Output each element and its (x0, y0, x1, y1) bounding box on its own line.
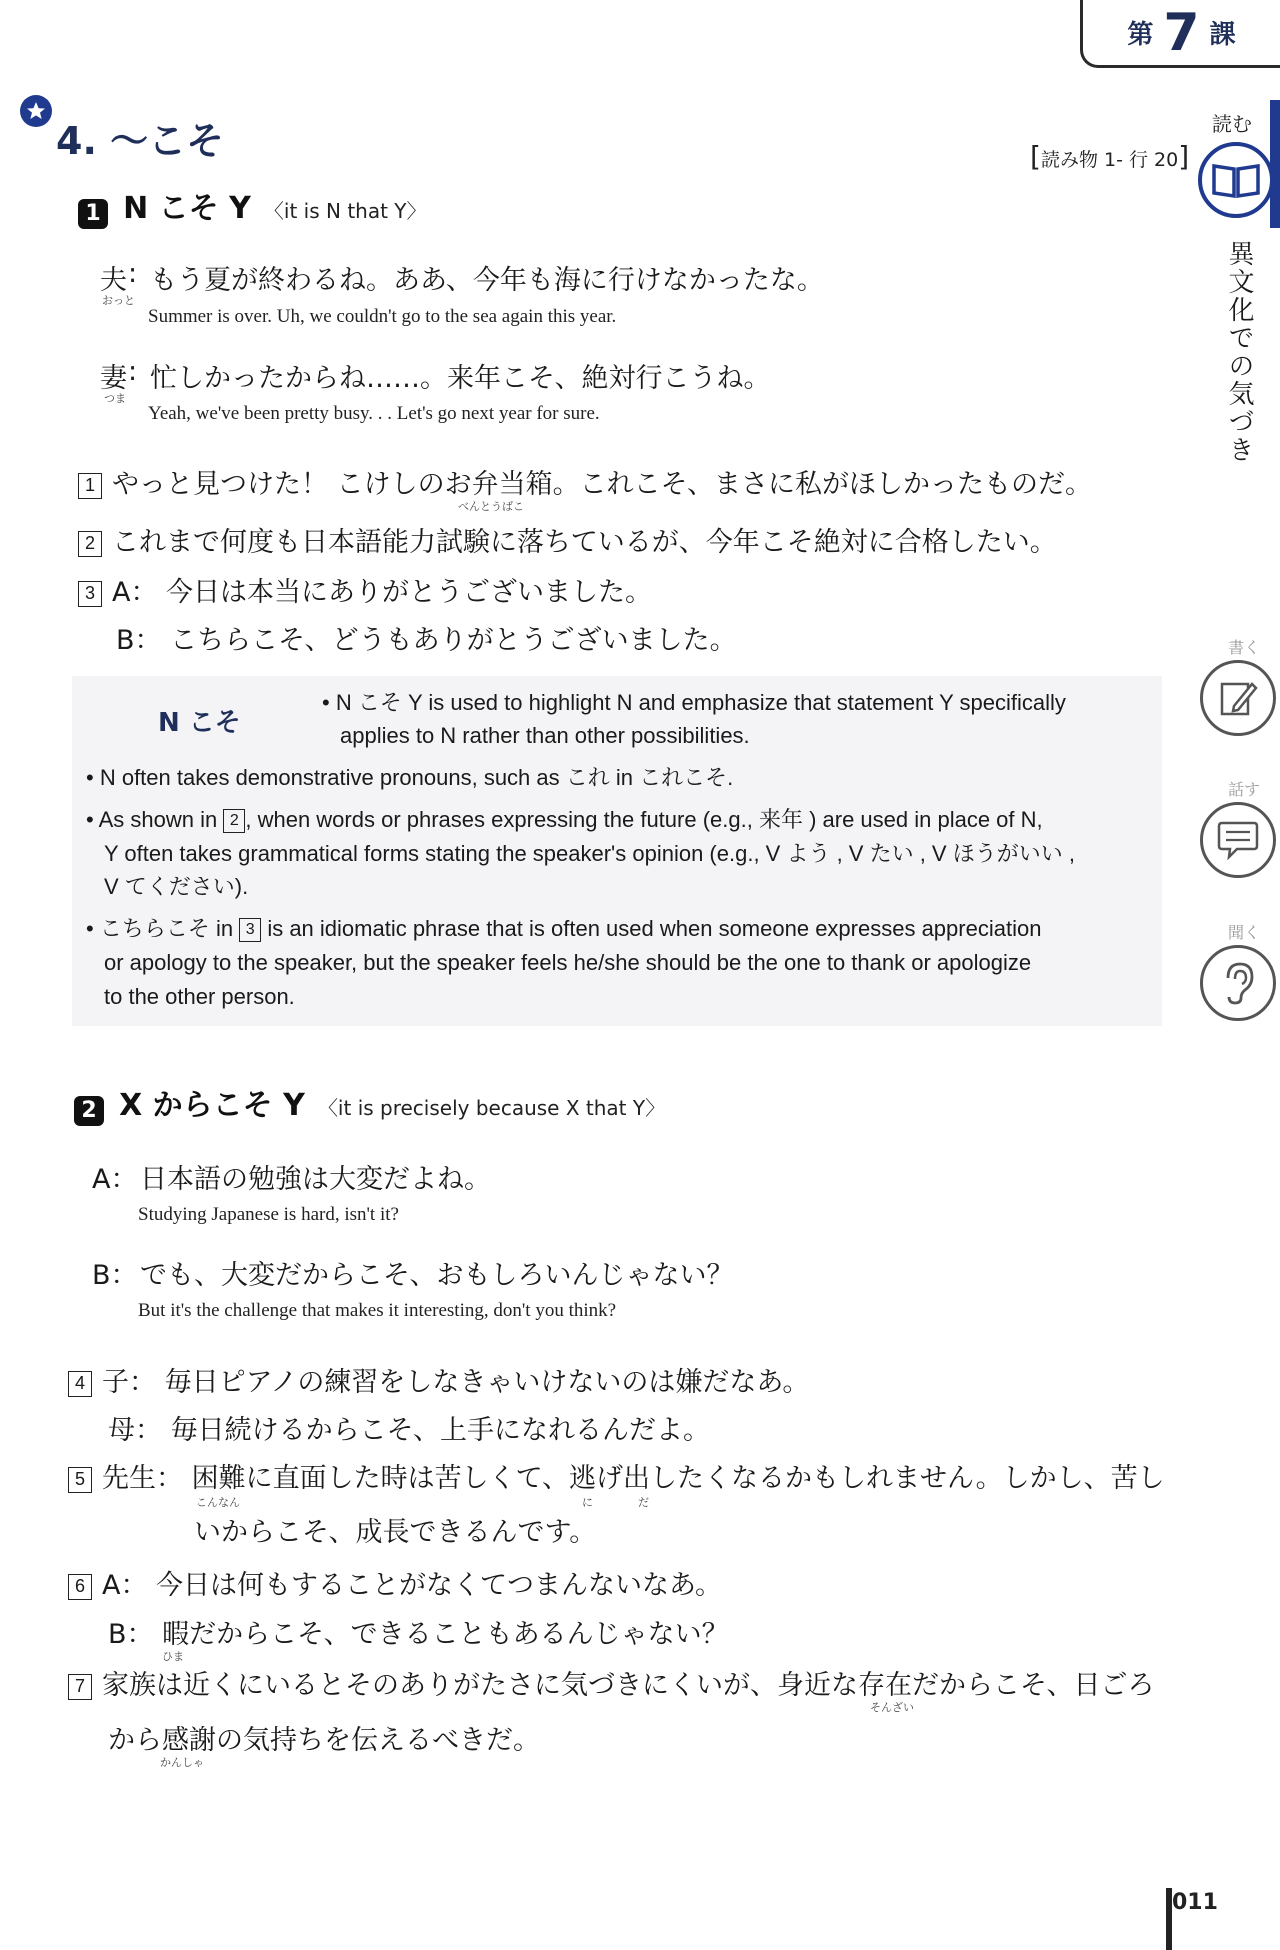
lesson-number: 7 (1163, 2, 1200, 63)
note-bullet-4-cont2: to the other person. (104, 984, 295, 1009)
speech-bubble-icon (1215, 820, 1261, 860)
example-4-number: 4 (68, 1371, 92, 1397)
example-3-number: 3 (78, 581, 102, 607)
part2-dialog1-translation: Studying Japanese is hard, isn't it? (138, 1204, 399, 1225)
star-icon (26, 101, 46, 121)
side-write-label: 書く (1228, 638, 1261, 657)
part2-heading (74, 1080, 665, 1126)
book-icon (1211, 160, 1261, 200)
side-speak-tab[interactable] (1200, 802, 1276, 878)
example-7-furigana-1: そんざい (870, 1701, 914, 1714)
dialog2-translation: Yeah, we've been pretty busy. . . Let's go next year for sure. (148, 403, 600, 424)
part1-pattern: N こそ Y (123, 191, 251, 226)
example-3-line-a: A： 今日は本当にありがとうございました。 (112, 577, 653, 608)
example-4-line-1: 子： 毎日ピアノの練習をしなきゃいけないのは嫌だなあ。 (102, 1367, 810, 1398)
part2-dialog2-translation: But it's the challenge that makes it interesting, don't you think? (138, 1300, 617, 1321)
side-read-tab[interactable] (1198, 142, 1274, 218)
example-5 (68, 1456, 1165, 1495)
side-topic: 異文化での気づき (1224, 240, 1254, 464)
side-read-label: 読む (1212, 112, 1252, 136)
note-bullet-4-cont: or apology to the speaker, but the speaker feels he/she should be the one to thank or apologize (104, 950, 1032, 975)
dialog1-text: もう夏が終わるね。ああ、今年も海に行けなかったな。 (150, 265, 824, 296)
note-bullet-2: • N often takes demonstrative pronouns, such as これ in これこそ. (86, 765, 734, 790)
pencil-note-icon (1216, 676, 1260, 720)
part2-dialog2-speaker: B： (92, 1260, 138, 1291)
example-5-number: 5 (68, 1467, 92, 1493)
part2-pattern: X からこそ Y (119, 1088, 305, 1123)
part2-gloss: 〈it is precisely because X that Y〉 (317, 1096, 666, 1120)
example-2 (78, 520, 1057, 559)
dialog1-translation: Summer is over. Uh, we couldn't go to the sea again this year. (148, 306, 617, 327)
example-6-number: 6 (68, 1574, 92, 1600)
example-1 (78, 462, 1092, 501)
example-6-line-1: A： 今日は何もすることがなくてつまんないなあ。 (102, 1570, 722, 1601)
note-ref-2: 2 (223, 809, 245, 833)
reading-reference: [読み物 1- 行 20] (1030, 140, 1190, 173)
example-5-line-2: いからこそ、成長できるんです。 (194, 1517, 597, 1548)
example-3-line-b: B： こちらこそ、どうもありがとうございました。 (116, 625, 737, 656)
example-6-furigana: ひま (162, 1650, 184, 1663)
part1-badge: 1 (78, 199, 108, 229)
part2-dialog1-speaker: A： (92, 1164, 138, 1195)
example-2-text: これまで何度も日本語能力試験に落ちているが、今年こそ絶対に合格したい。 (112, 527, 1057, 558)
dialog1-colon: : (128, 258, 138, 289)
note-bullet-4: • こちらこそ in 3 is an idiomatic phrase that is often used when someone expresses appreciation (86, 916, 1042, 941)
note-heading: N こそ (158, 708, 241, 738)
example-7-line-2: から感謝の気持ちを伝えるべきだ。 (108, 1725, 540, 1756)
dialog1-speaker-furigana: おっと (102, 294, 135, 307)
example-1-number: 1 (78, 473, 102, 499)
example-6-line-2: B： 暇だからこそ、できることもあるんじゃない？ (108, 1619, 729, 1650)
side-write-tab[interactable] (1200, 660, 1276, 736)
dialog1-speaker: 夫 (100, 265, 127, 296)
ear-icon (1218, 960, 1258, 1006)
example-5-furigana-3: だ (638, 1496, 649, 1509)
page-number: 011 (1172, 1890, 1218, 1915)
part1-gloss: 〈it is N that Y〉 (263, 199, 427, 223)
reading-reference-text: 読み物 1- 行 20 (1040, 149, 1179, 171)
lesson-suffix: 課 (1209, 20, 1236, 50)
note-bullet-1: • N こそ Y is used to highlight N and emphasize that statement Y specifically (322, 690, 1066, 715)
lesson-prefix: 第 (1127, 20, 1154, 50)
example-6 (68, 1563, 722, 1602)
note-ref-3: 3 (239, 918, 261, 942)
dialog2-text: 忙しかったからね……。来年こそ、絶対行こうね。 (150, 363, 771, 394)
example-1-text: やっと見つけた！ こけしのお弁当箱。これこそ、まさに私がほしかったものだ。 (112, 469, 1093, 500)
example-3 (78, 570, 652, 609)
side-listen-tab[interactable] (1200, 945, 1276, 1021)
example-5-furigana-1: こんなん (196, 1496, 240, 1509)
part2-dialog1-text: 日本語の勉強は大変だよね。 (140, 1164, 491, 1195)
dialog2-speaker: 妻 (100, 363, 127, 394)
example-7-furigana-2: かんしゃ (160, 1756, 204, 1769)
example-4-line-2: 母： 毎日続けるからこそ、上手になれるんだよ。 (108, 1415, 711, 1446)
dialog2-colon: : (128, 356, 138, 387)
example-2-number: 2 (78, 531, 102, 557)
dialog2-speaker-furigana: つま (104, 392, 126, 405)
example-7-line-1: 家族は近くにいるとそのありがたさに気づきにくいが、身近な存在だからこそ、日ごろ (102, 1670, 1155, 1701)
example-1-furigana: べんとうばこ (458, 500, 524, 513)
example-7-number: 7 (68, 1674, 92, 1700)
side-listen-label: 聞く (1228, 923, 1261, 942)
note-bullet-3-cont: Y often takes grammatical forms stating the speaker's opinion (e.g., V よう , V たい , V ほうがいい , (104, 841, 1075, 866)
section-title: 4. ～こそ (56, 119, 225, 163)
note-bullet-3-cont2: V てください). (104, 874, 249, 899)
example-5-furigana-2: に (582, 1496, 593, 1509)
side-active-strip (1270, 100, 1280, 228)
example-5-line-1: 先生： 困難に直面した時は苦しくて、逃げ出したくなるかもしれません。しかし、苦し (102, 1463, 1165, 1494)
part2-badge: 2 (74, 1096, 104, 1126)
example-4 (68, 1360, 809, 1399)
example-7 (68, 1663, 1154, 1702)
lesson-tab (1080, 0, 1280, 68)
note-bullet-1-cont: applies to N rather than other possibilities. (340, 723, 750, 748)
part2-dialog2-text: でも、大変だからこそ、おもしろいんじゃない？ (140, 1260, 734, 1291)
part1-heading (78, 183, 427, 229)
side-speak-label: 話す (1228, 780, 1261, 799)
star-badge (20, 95, 52, 127)
note-bullet-3: • As shown in 2 , when words or phrases expressing the future (e.g., 来年 ) are used in place of N, (86, 807, 1043, 832)
